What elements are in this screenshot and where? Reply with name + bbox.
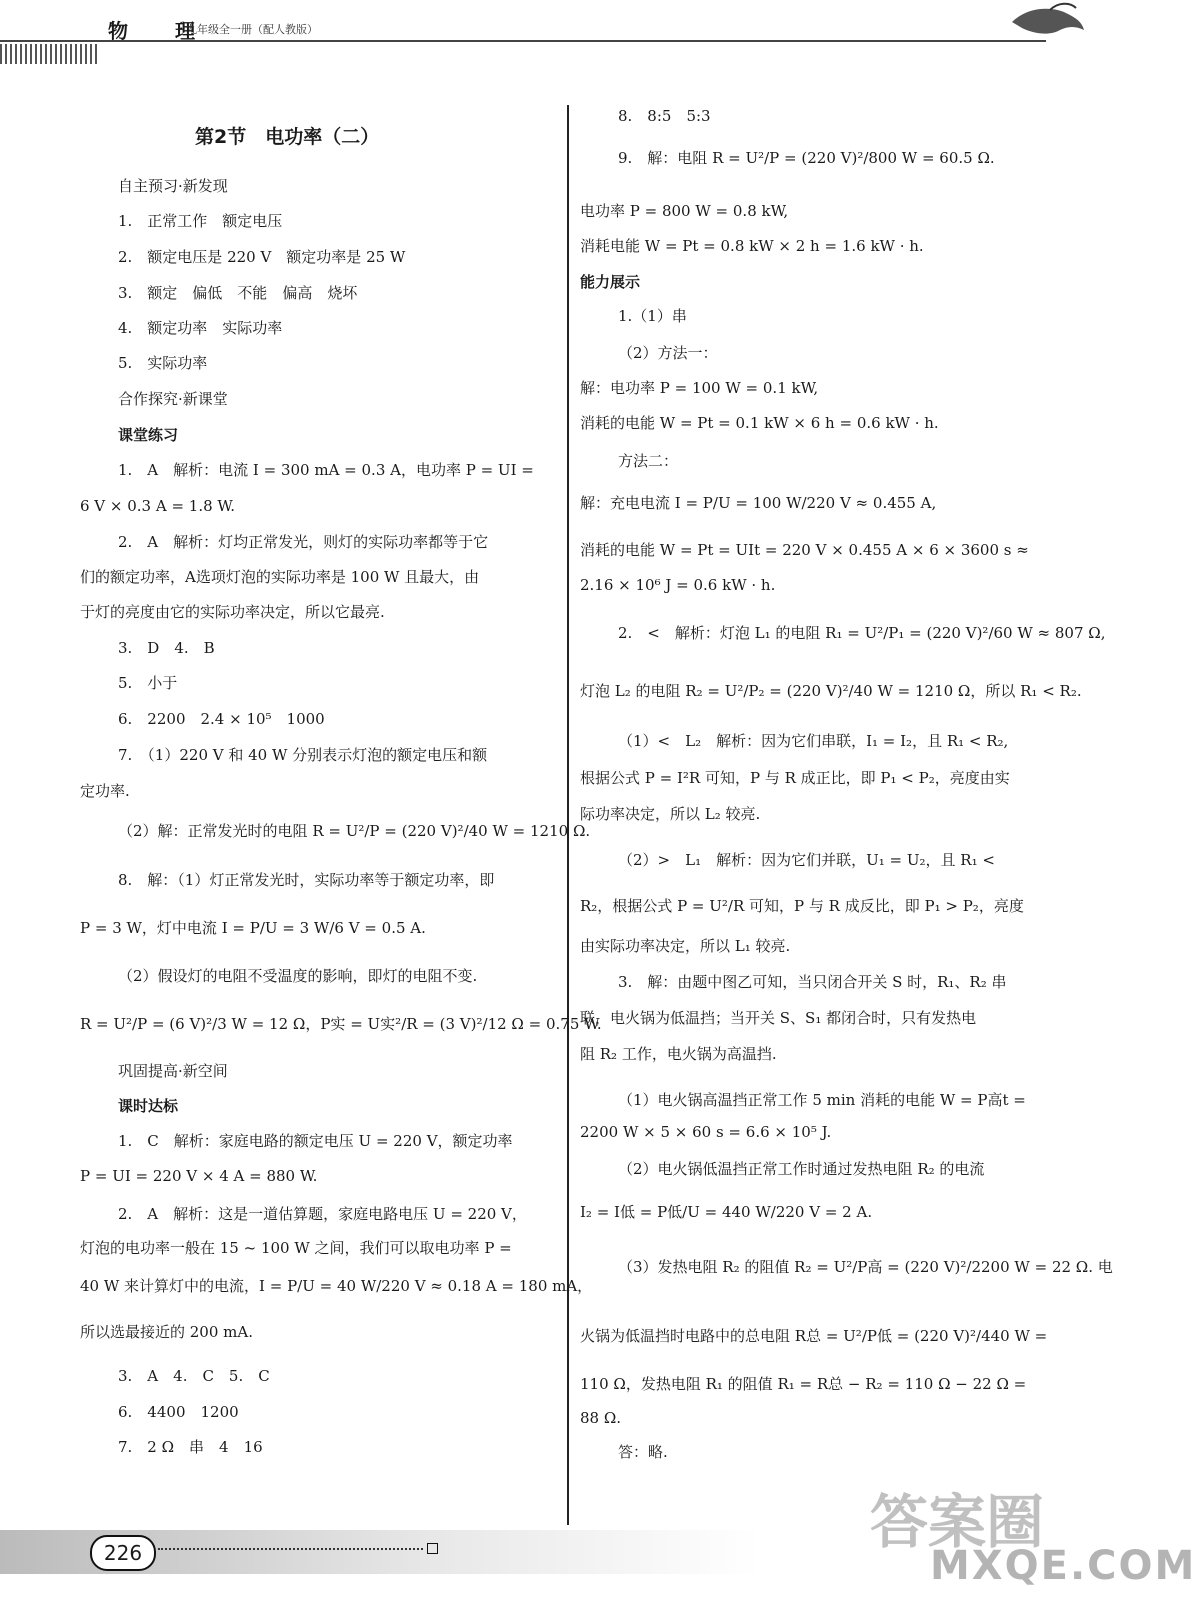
right-line: 1.（1）串 (618, 307, 687, 325)
section-title: 第2节 电功率（二） (195, 126, 380, 148)
right-line: 电功率 P = 800 W = 0.8 kW, (580, 202, 789, 220)
left-line: 3. 额定 偏低 不能 偏高 烧坏 (118, 284, 358, 302)
subject-title: 物 理 (108, 19, 215, 43)
right-line: （2）电火锅低温挡正常工作时通过发热电阻 R₂ 的电流 (618, 1160, 985, 1178)
left-line: 定功率. (80, 782, 130, 800)
left-line: 自主预习·新发现 (118, 177, 228, 195)
right-line: 消耗的电能 W = Pt = 0.1 kW × 6 h = 0.6 kW · h. (580, 414, 939, 432)
right-line: 能力展示 (580, 273, 641, 291)
left-line: 3. A 4. C 5. C (118, 1367, 270, 1385)
left-line: 40 W 来计算灯中的电流，I = P/U = 40 W/220 V ≈ 0.18 A = 180 mA， (80, 1277, 593, 1295)
right-line: 8. 8:5 5:3 (618, 107, 711, 125)
watermark-logo: 答案圈 (870, 1488, 1045, 1556)
right-line: 由实际功率决定，所以 L₁ 较亮. (580, 937, 791, 955)
left-line: 1. A 解析：电流 I = 300 mA = 0.3 A，电功率 P = UI = (118, 461, 534, 479)
left-line: P = UI = 220 V × 4 A = 880 W. (80, 1167, 318, 1185)
left-line: 4. 额定功率 实际功率 (118, 319, 283, 337)
left-line: 2. A 解析：这是一道估算题，家庭电路电压 U = 220 V， (118, 1205, 527, 1223)
right-line: 火锅为低温挡时电路中的总电阻 R总 = U²/P低 = (220 V)²/440 W = (580, 1327, 1048, 1345)
left-line: 5. 小于 (118, 674, 178, 692)
right-line: 灯泡 L₂ 的电阻 R₂ = U²/P₂ = (220 V)²/40 W = 1210 Ω，所以 R₁ < R₂. (580, 682, 1082, 700)
left-line: 1. 正常工作 额定电压 (118, 212, 283, 230)
left-line: 1. C 解析：家庭电路的额定电压 U = 220 V，额定功率 (118, 1132, 513, 1150)
right-line: I₂ = I低 = P低/U = 440 W/220 V = 2 A. (580, 1203, 873, 1221)
left-line: 合作探究·新课堂 (118, 390, 228, 408)
left-line: 7. （1）220 V 和 40 W 分别表示灯泡的额定电压和额 (118, 746, 488, 764)
right-line: R₂，根据公式 P = U²/R 可知，P 与 R 成反比，即 P₁ > P₂，亮度 (580, 897, 1024, 915)
footer-square-icon (427, 1543, 438, 1554)
right-line: 联，电火锅为低温挡；当开关 S、S₁ 都闭合时，只有发热电 (580, 1009, 977, 1027)
header-stripes (0, 44, 100, 64)
right-line: 解：充电电流 I = P/U = 100 W/220 V ≈ 0.455 A, (580, 494, 937, 512)
left-line: 3. D 4. B (118, 639, 215, 657)
right-line: （2）> L₁ 解析：因为它们并联，U₁ = U₂，且 R₁ < (618, 851, 995, 869)
right-line: 消耗电能 W = Pt = 0.8 kW × 2 h = 1.6 kW · h. (580, 237, 924, 255)
right-line: 消耗的电能 W = Pt = UIt = 220 V × 0.455 A × 6 × 3600 s ≈ (580, 541, 1029, 559)
left-line: 于灯的亮度由它的实际功率决定，所以它最亮. (80, 603, 385, 621)
left-line: P = 3 W，灯中电流 I = P/U = 3 W/6 V = 0.5 A. (80, 919, 426, 937)
left-line: 6 V × 0.3 A = 1.8 W. (80, 497, 235, 515)
right-line: 110 Ω，发热电阻 R₁ 的阻值 R₁ = R总 − R₂ = 110 Ω − 22 Ω = (580, 1375, 1027, 1393)
left-line: （2）假设灯的电阻不受温度的影响，即灯的电阻不变. (118, 967, 478, 985)
left-line: 6. 2200 2.4 × 10⁵ 1000 (118, 710, 325, 728)
left-line: 5. 实际功率 (118, 354, 208, 372)
right-line: 2. < 解析：灯泡 L₁ 的电阻 R₁ = U²/P₁ = (220 V)²/60 W ≈ 807 Ω, (618, 624, 1106, 642)
page-header (0, 0, 1086, 70)
watermark-url: MXQE.COM (930, 1543, 1196, 1589)
left-line: R = U²/P = (6 V)²/3 W = 12 Ω，P实 = U实²/R = (3 V)²/12 Ω = 0.75 W. (80, 1015, 602, 1033)
grade-label: 九年级全一册（配人教版） (186, 23, 318, 36)
left-line: 8. 解：（1）灯正常发光时，实际功率等于额定功率，即 (118, 871, 495, 889)
right-line: （1）< L₂ 解析：因为它们串联，I₁ = I₂，且 R₁ < R₂, (618, 732, 1009, 750)
left-line: 们的额定功率，A选项灯泡的实际功率是 100 W 且最大，由 (80, 568, 480, 586)
right-line: （2）方法一： (618, 344, 718, 362)
left-line: 6. 4400 1200 (118, 1403, 239, 1421)
right-line: 9. 解：电阻 R = U²/P = (220 V)²/800 W = 60.5 Ω. (618, 149, 995, 167)
right-line: 解：电功率 P = 100 W = 0.1 kW, (580, 379, 819, 397)
page-number: 226 (90, 1535, 156, 1571)
right-line: （1）电火锅高温挡正常工作 5 min 消耗的电能 W = P高t = (618, 1091, 1026, 1109)
column-divider (567, 105, 569, 1525)
right-line: 阻 R₂ 工作，电火锅为高温挡. (580, 1045, 777, 1063)
left-line: 灯泡的电功率一般在 15 ~ 100 W 之间，我们可以取电功率 P = (80, 1239, 512, 1257)
right-line: 88 Ω. (580, 1409, 622, 1427)
right-line: 2200 W × 5 × 60 s = 6.6 × 10⁵ J. (580, 1123, 832, 1141)
left-line: 课时达标 (118, 1097, 179, 1115)
footer-dotted-line (158, 1548, 423, 1550)
right-line: 3. 解：由题中图乙可知，当只闭合开关 S 时，R₁、R₂ 串 (618, 973, 1007, 991)
left-line: 7. 2 Ω 串 4 16 (118, 1438, 263, 1456)
left-line: 课堂练习 (118, 426, 179, 444)
left-line: 巩固提高·新空间 (118, 1062, 228, 1080)
right-line: 答：略. (618, 1443, 668, 1461)
right-line: 际功率决定，所以 L₂ 较亮. (580, 805, 761, 823)
right-line: 根据公式 P = I²R 可知，P 与 R 成正比，即 P₁ < P₂，亮度由实 (580, 769, 1010, 787)
left-line: 2. A 解析：灯均正常发光，则灯的实际功率都等于它 (118, 533, 489, 551)
right-line: 方法二： (618, 452, 679, 470)
decorative-bird-icon (1010, 0, 1086, 50)
left-line: （2）解：正常发光时的电阻 R = U²/P = (220 V)²/40 W = 1210 Ω. (118, 822, 591, 840)
left-line: 2. 额定电压是 220 V 额定功率是 25 W (118, 248, 406, 266)
right-line: （3）发热电阻 R₂ 的阻值 R₂ = U²/P高 = (220 V)²/2200 W = 22 Ω. 电 (618, 1258, 1113, 1276)
left-line: 所以选最接近的 200 mA. (80, 1323, 253, 1341)
right-line: 2.16 × 10⁶ J = 0.6 kW · h. (580, 576, 776, 594)
